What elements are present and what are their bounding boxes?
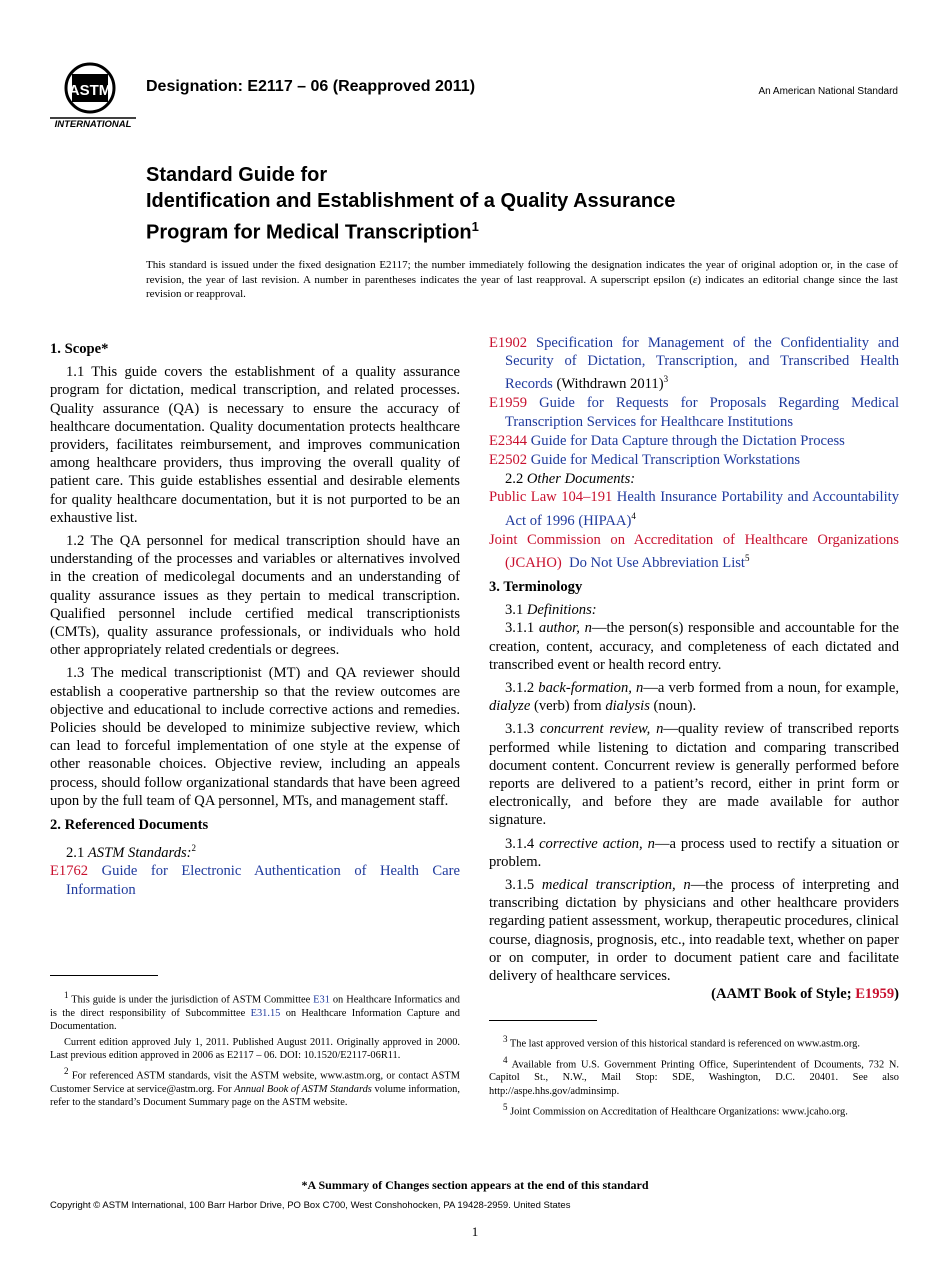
ref-item[interactable] — [489, 451, 899, 469]
footnote-4: $^4$ Available from U.S. Government Printing Office, Superintendent of Dcouments, 732 N. Capitol St., N.W., Mail Stop: SDE, Washington, D.C. 20401. See also http://aspe.hhs.gov/adminsimp. — [489, 1054, 899, 1097]
subcommittee-link[interactable]: E31.15 — [250, 1007, 281, 1019]
document-title — [146, 162, 846, 246]
footnote-3: $^3$ The last approved version of this historical standard is referenced on www.astm.org. — [503, 1034, 860, 1050]
astm-logo-icon — [50, 60, 136, 132]
definition-corrective-action: 3.1.4 corrective action, n—a process used to rectify a situation or problem. — [489, 835, 899, 870]
ref-title-link[interactable]: Guide for Data Capture through the Dictation Process — [530, 432, 845, 449]
ref-item[interactable] — [489, 394, 899, 430]
issuance-notice: This standard is issued under the fixed designation E2117; the number immediately following the designation indicates the year of original adoption or, in the case of revision, the year of last revision. A number in parentheses indicates the year of last reapproval. A superscript epsilon (ε) indicates an editorial change since the last revision or reapproval. — [146, 259, 898, 300]
astm-standards-label: 2.1 ASTM Standards:$^2$ — [66, 843, 197, 862]
ref-code-link[interactable]: E1959 — [489, 395, 528, 412]
logo-text: ASTM — [68, 82, 112, 99]
footnote-divider — [50, 975, 158, 976]
footnotes-right — [489, 1033, 899, 1121]
source-code-link[interactable]: E1959 — [855, 986, 895, 1003]
footnote-2: $^2$ For referenced ASTM standards, visit the ASTM website, www.astm.org, or contact ASTM Customer Service at service@astm.org. For Annual Book of ASTM Standards volume information, refer to the standard’s Document Summary page on the ASTM website. — [50, 1066, 460, 1109]
scope-para-1-1: 1.1 This guide covers the establishment of a quality assurance program for dictation, medical transcription, and related processes. Quality assurance (QA) is necessary to ensure the accuracy of healthcare documentation. Quality documentation protects healthcare providers, facilitates reimbursement, and improves communication among healthcare providers, thus improving the overall quality of patient care. This guide establishes essential and desirable elements for quality healthcare documentation, but it is not purported to be an exhaustive list. — [50, 364, 460, 526]
summary-notice: *A Summary of Changes section appears at the end of this standard — [301, 1178, 649, 1192]
page-number: 1 — [471, 1224, 479, 1239]
section-scope-heading: 1. Scope* — [50, 341, 109, 357]
other-documents-label: 2.2 Other Documents: — [505, 471, 636, 488]
definition-back-formation: 3.1.2 back-formation, n—a verb formed from a noun, for example, dialyze (verb) from dialysis (noun). — [489, 680, 899, 715]
national-standard-label: An American National Standard — [758, 86, 898, 97]
scope-para-1-3: 1.3 The medical transcriptionist (MT) and QA reviewer should establish a cooperative partnership so that the review outcomes are objective and educational to include corrective actions and remedies. Policies should be developed to minimize subjective review, which can lead to forceful implementation of one style at the expense of other reasonable choices. Objective review, including an appeals process, should follow organizational standards that have been agreed upon by the full team of QA personnel, MTs, and management staff. — [50, 665, 460, 809]
definition-source: (AAMT Book of Style; E1959) — [711, 986, 899, 1003]
other-ref-item[interactable]: Joint Commission on Accreditation of Healthcare Organizations (JCAHO) Do Not Use Abbreviation List$^5$ — [489, 531, 899, 571]
definition-author: 3.1.1 author, n—the person(s) responsible and accountable for the creation, content, accuracy, and completeness of each dictated and transcribed event or health record entry. — [489, 620, 899, 673]
ref-title-link[interactable]: Guide for Medical Transcription Workstations — [530, 452, 801, 469]
ref-code-link[interactable]: E1762 — [50, 863, 89, 880]
ref-title-link[interactable]: Guide for Requests for Proposals Regarding Medical Transcription Services for Healthcare Institutions — [505, 395, 899, 430]
ref-title-link[interactable]: Specification for Management of the Confidentiality and Security of Dictation, Transcription, and Transcribed Health Records — [505, 335, 899, 393]
ref-code-link[interactable]: Public Law 104–191 — [489, 489, 613, 506]
footnotes-left — [50, 989, 460, 1113]
section-terminology-heading: 3. Terminology — [489, 579, 583, 596]
ref-item[interactable] — [489, 432, 899, 450]
ref-code-link[interactable]: Joint Commission on Accreditation of Healthcare Organizations (JCAHO) — [489, 531, 899, 571]
footnote-divider — [489, 1020, 597, 1021]
ref-title-link[interactable]: Health Insurance Portability and Accountability Act of 1996 (HIPAA) — [505, 489, 899, 529]
ref-code-link[interactable]: E1902 — [489, 335, 528, 351]
ref-item[interactable]: E1902 Specification for Management of the Confidentiality and Security of Dictation, Transcription, and Transcribed Health Records (Withdrawn 2011)$^3$ — [489, 335, 899, 393]
ref-title-link[interactable]: Guide for Electronic Authentication of Health Care Information — [66, 863, 460, 898]
title-line-3: Program for Medical Transcription$^1$ — [146, 219, 479, 244]
designation: Designation: E2117 – 06 (Reapproved 2011) — [146, 78, 476, 95]
title-line-2: Identification and Establishment of a Quality Assurance — [146, 190, 676, 212]
ref-code-link[interactable]: E2344 — [489, 432, 528, 449]
left-column — [50, 334, 460, 900]
definitions-label: 3.1 Definitions: — [505, 602, 597, 619]
astm-logo — [50, 60, 136, 132]
other-ref-item[interactable]: Public Law 104–191 Health Insurance Portability and Accountability Act of 1996 (HIPAA)$^4$ — [489, 489, 899, 529]
footnote-5: $^5$ Joint Commission on Accreditation of Healthcare Organizations: www.jcaho.org. — [503, 1101, 848, 1118]
ref-item[interactable] — [50, 862, 460, 898]
section-referenced-heading: 2. Referenced Documents — [50, 817, 209, 834]
title-footnote-mark: 1 — [471, 219, 479, 234]
definition-concurrent-review: 3.1.3 concurrent review, n—quality review of transcribed reports performed while listening to dictation and comparing transcribed document content. Concurrent review is generally performed before reports are delivered to a patient’s record, either in print form or electronically, and before they are made available for author signature. — [489, 721, 899, 829]
ref-title-link[interactable]: Do Not Use Abbreviation List — [569, 554, 745, 571]
definition-medical-transcription: 3.1.5 medical transcription, n—the process of interpreting and transcribing dictation by physicians and other healthcare providers regarding patient assessment, workup, therapeutic procedures, clinical course, diagnosis, prognosis, etc., into readable text, whether on paper or on computer, in order to document patient care and facilitate delivery of healthcare services. — [489, 877, 900, 985]
committee-link[interactable]: E31 — [313, 994, 330, 1006]
copyright-line: Copyright © ASTM International, 100 Barr Harbor Drive, PO Box C700, West Conshohocken, PA 19428-2959. United States — [50, 1200, 571, 1211]
right-column — [489, 334, 899, 1003]
footnote-1-edition: Current edition approved July 1, 2011. Published August 2011. Originally approved in 2000. Last previous edition approved in 2006 as E2117 – 06. DOI: 10.1520/E2117-06R11. — [50, 1037, 460, 1062]
footnote-1: $^1$ This guide is under the jurisdiction of ASTM Committee E31 on Healthcare Informatics and is the direct responsibility of Subcommittee E31.15 on Healthcare Information Capture and Documentation. — [50, 990, 461, 1032]
title-line-1: Standard Guide for — [146, 164, 328, 186]
logo-subtext: INTERNATIONAL — [54, 119, 132, 130]
ref-code-link[interactable]: E2502 — [489, 452, 528, 469]
scope-para-1-2: 1.2 The QA personnel for medical transcription should have an understanding of the processes and variables or alternatives involved in the creation of medicolegal documents and an understanding of quality assurance issues as they pertain to medical transcription. Qualified personnel include certified medical transcriptionists (CMTs), quality assurance professionals, or individuals who hold other appropriately related credentials or degrees. — [50, 533, 460, 659]
